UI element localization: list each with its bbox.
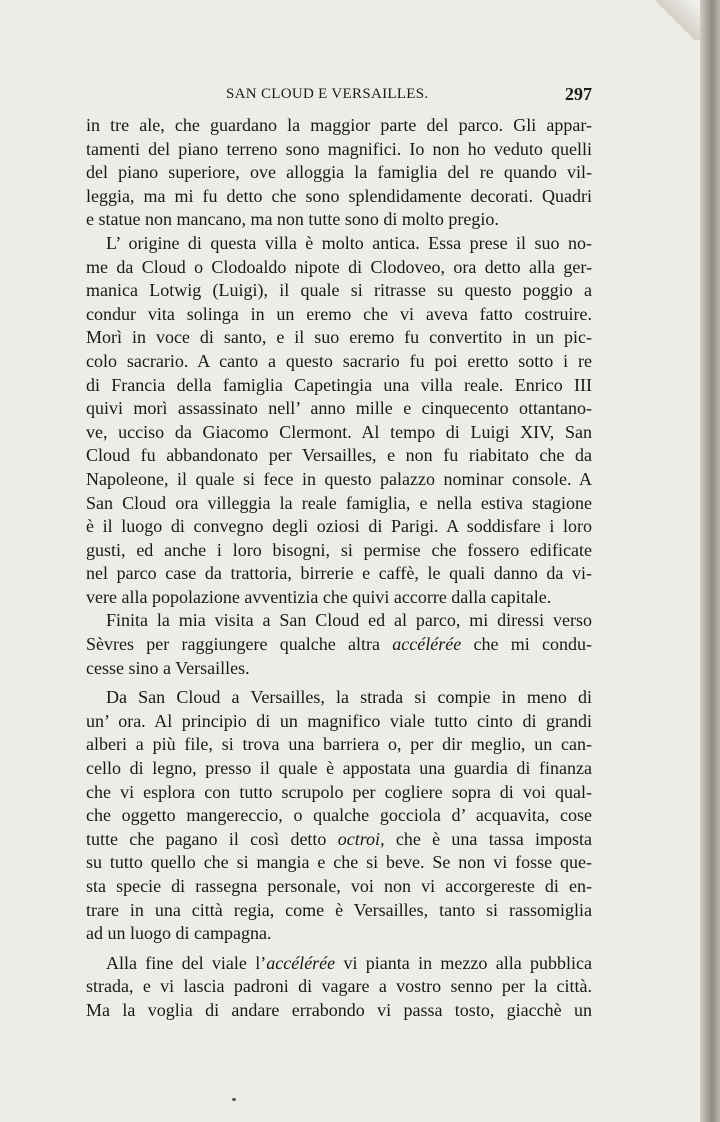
text-run: trare in una città regia, come è Versailles, tanto si rassomiglia: [86, 899, 592, 920]
text-line: Napoleone, il quale si fece in questo palazzo nominar console. A: [86, 468, 592, 489]
text-run: Da San Cloud a Versailles, la strada si compie in meno di: [106, 687, 592, 708]
page-number: 297: [565, 84, 592, 104]
text-run: strada, e vi lascia padroni di vagare a vostro senno per la città.: [86, 976, 592, 997]
text-run: cesse sino a Versailles.: [86, 657, 250, 678]
paragraph-4: [86, 686, 592, 946]
text-line: del piano superiore, ove alloggia la famiglia del re quando vil-: [86, 162, 592, 183]
text-line: [86, 757, 592, 781]
italic-term: accélérée: [266, 952, 336, 973]
binding-shadow: [700, 0, 720, 1122]
text-line: vere alla popolazione avventizia che quivi accorre dalla capitale.: [86, 586, 552, 607]
text-line: ve, ucciso da Giacomo Clermont. Al tempo di Luigi XIV, San: [86, 421, 592, 442]
text-line: tamenti del piano terreno sono magnifici. Io non ho veduto quelli: [86, 138, 592, 159]
italic-term: accélérée: [392, 634, 462, 655]
text-line: [86, 975, 592, 999]
page-header: [86, 86, 592, 106]
text-run: che è una tassa imposta: [384, 828, 592, 849]
text-line: [86, 657, 592, 681]
italic-term: octroi,: [337, 828, 385, 849]
text-line: [86, 922, 592, 946]
text-line: [86, 609, 592, 633]
paragraph-1: [86, 114, 592, 232]
text-run: sta specie di rassegna personale, voi non vi accorgereste di en-: [86, 876, 592, 896]
body-text: [86, 114, 592, 1023]
text-run: tutte che pagano il così detto: [86, 828, 338, 849]
text-line: [86, 733, 592, 757]
text-run: che vi esplora con tutto scrupolo per cogliere sopra di voi qual-: [86, 781, 592, 802]
text-run: che mi condu-: [461, 634, 592, 655]
text-line: [86, 828, 592, 852]
text-line: di Francia della famiglia Capetingia una villa reale. Enrico III: [86, 374, 592, 395]
text-line: L’ origine di questa villa è molto antica. Essa prese il suo no-: [106, 232, 592, 253]
text-run: ad un luogo di campagna.: [86, 923, 272, 944]
text-line: [86, 781, 592, 805]
text-run: Sèvres per raggiungere qualche altra: [86, 634, 393, 655]
text-line: Cloud fu abbandonato per Versailles, e non fu riabitato che da: [86, 445, 592, 466]
text-line: [86, 804, 592, 828]
text-line: quivi morì assassinato nell’ anno mille e cinquecento ottantano-: [86, 398, 592, 419]
text-line: nel parco case da trattoria, birrerie e caffè, le quali danno da vi-: [86, 563, 592, 584]
text-run: Finita la mia visita a San Cloud ed al parco, mi diressi verso: [106, 610, 592, 631]
text-line: e statue non mancano, ma non tutte sono di molto pregio.: [86, 209, 499, 230]
text-line: [86, 875, 592, 899]
page-curl: [640, 0, 700, 40]
text-run: Ma la voglia di andare errabondo vi passa tosto, giacchè un: [86, 999, 592, 1020]
paragraph-5: [86, 952, 592, 1023]
text-line: in tre ale, che guardano la maggior parte del parco. Gli appar-: [86, 115, 592, 135]
paragraph-3: [86, 609, 592, 680]
text-line: Morì in voce di santo, e il suo eremo fu convertito in un pic-: [86, 327, 592, 348]
text-line: me da Cloud o Clodoaldo nipote di Clodoveo, ora detto alla ger-: [86, 256, 592, 277]
text-line: gusti, ed anche i loro bisogni, si permise che fossero edificate: [86, 539, 592, 560]
text-run: cello di legno, presso il quale è appostata una guardia di finanza: [86, 758, 592, 779]
running-title: SAN CLOUD E VERSAILLES.: [226, 86, 429, 102]
text-line: [86, 710, 592, 734]
text-line: è il luogo di convegno degli oziosi di Parigi. A soddisfare i loro: [86, 516, 592, 537]
text-run: su tutto quello che si mangia e che si beve. Se non vi fosse que-: [86, 852, 592, 873]
text-run: che oggetto mangereccio, o qualche gocciola d’ acquavita, cose: [86, 805, 592, 826]
text-run: vi pianta in mezzo alla pubblica: [335, 952, 592, 973]
text-line: [86, 851, 592, 875]
text-line: [86, 999, 592, 1023]
text-line: [86, 633, 592, 657]
text-line: colo sacrario. A canto a questo sacrario fu poi eretto sotto i re: [86, 350, 592, 371]
text-run: Alla fine del viale l’: [106, 952, 267, 973]
print-speck: [232, 1098, 236, 1101]
text-line: leggia, ma mi fu detto che sono splendidamente decorati. Quadri: [86, 185, 592, 206]
text-run: un’ ora. Al principio di un magnifico viale tutto cinto di grandi: [86, 710, 592, 731]
text-line: [86, 899, 592, 923]
paragraph-2: [86, 232, 592, 610]
text-line: condur vita solinga in un eremo che vi aveva fatto costruire.: [86, 303, 592, 324]
text-line: San Cloud ora villeggia la reale famiglia, e nella estiva stagione: [86, 492, 592, 513]
text-line: manica Lotwig (Luigi), il quale si ritrasse su questo poggio a: [86, 280, 592, 301]
text-line: [86, 952, 592, 976]
text-run: alberi a più file, si trova una barriera o, per dir meglio, un can-: [86, 734, 592, 755]
text-line: [86, 686, 592, 710]
